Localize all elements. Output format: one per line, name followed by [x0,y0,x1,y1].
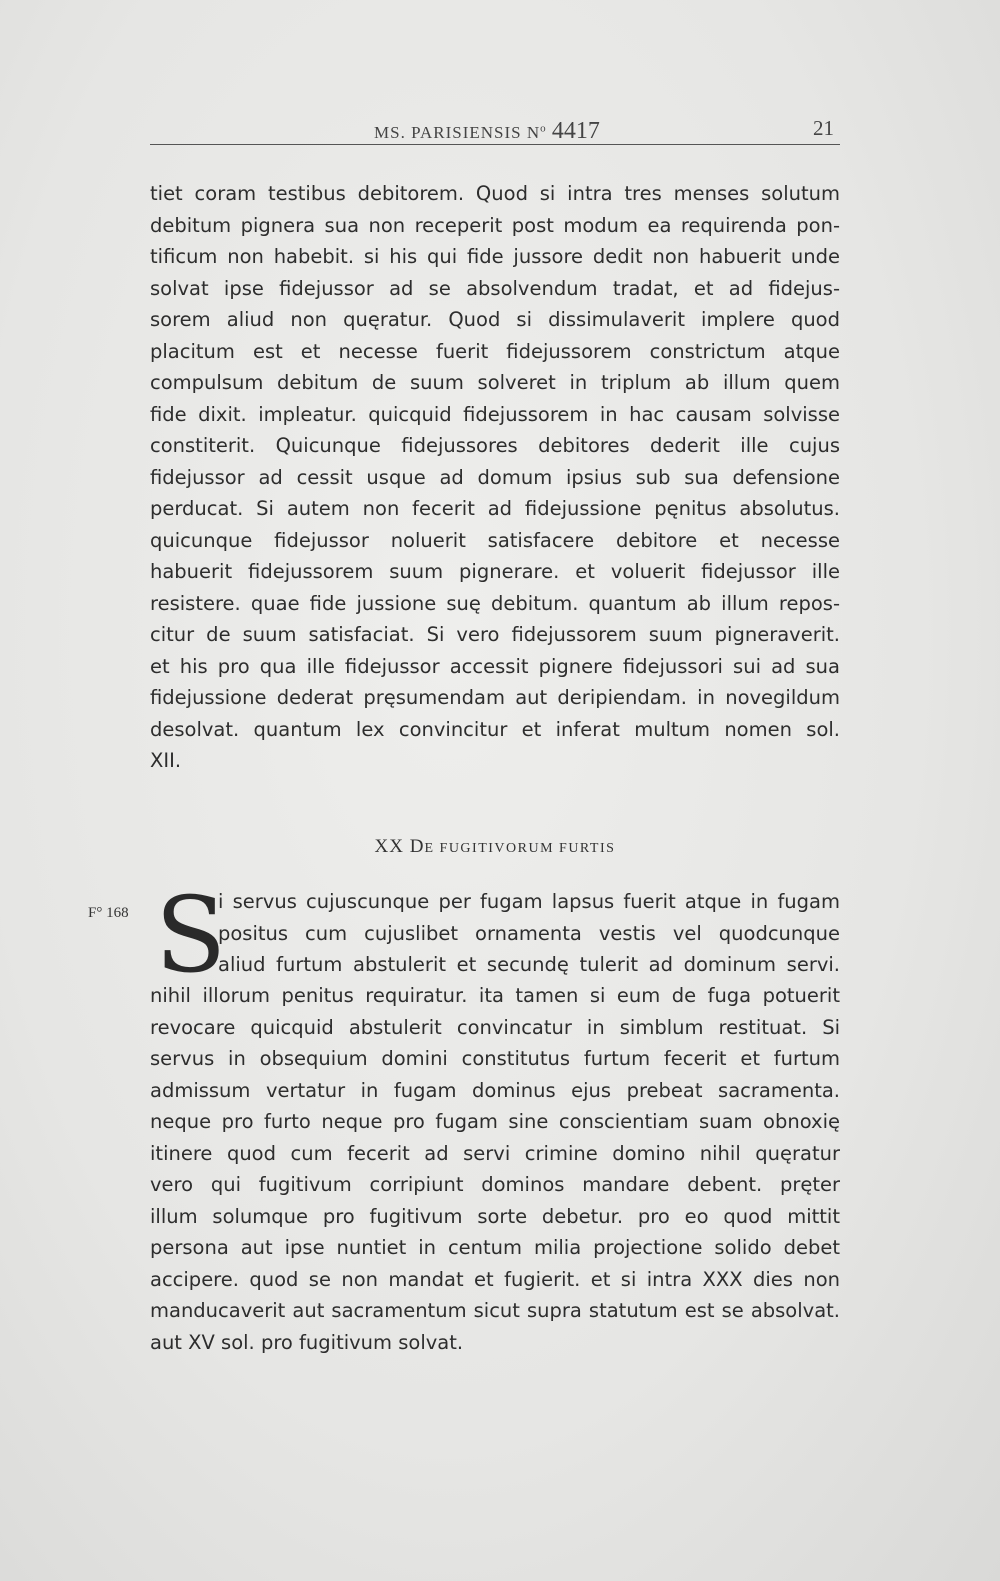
text-line: admissum vertatur in fugam dominus ejus prebeat sacramenta. [150,1078,840,1102]
section-heading [150,836,840,858]
heading-initial: D [409,836,425,857]
text-line: i servus cujuscunque per fugam lapsus fuerit atque in fugam [218,890,840,913]
text-line: sorem aliud non quęratur. Quod si dissimulaverit implere quod [150,308,840,331]
text-line: persona aut ipse nuntiet in centum milia projectione solido debet [150,1236,840,1259]
text-line: constiterit. Quicunque fidejussores debitores dederit ille cujus [150,434,840,457]
text-line: aliud furtum abstulerit et secundę tulerit ad dominum servi. [218,953,840,976]
text-line: citur de suum satisfaciat. Si vero fidejussorem suum pigneraverit. [150,623,840,646]
text-line: nihil illorum penitus requiratur. ita tamen si eum de fuga potuerit [150,984,840,1007]
paragraph-2-indented [218,886,840,981]
text-line: perducat. Si autem non fecerit ad fidejussione pęnitus absolutus. [150,497,840,520]
text-line: habuerit fidejussorem suum pignerare. et voluerit fidejussor ille [150,560,840,583]
text-line: fidejussione dederat pręsumendam aut deripiendam. in novegildum [150,686,840,709]
text-line: fide dixit. impleatur. quicquid fidejussorem in hac causam solvisse [150,402,840,426]
text-line: solvat ipse fidejussor ad se absolvendum tradat, et ad fidejus- [150,276,840,300]
text-line: manducaverit aut sacramentum sicut supra statutum est se absolvat. [150,1299,840,1322]
drop-cap: S [155,874,227,996]
running-title: MS. PARISIENSIS $N^o$ 4417 [374,118,600,144]
text-line: vero qui fugitivum corripiunt dominos mandare debent. pręter [150,1173,840,1196]
text-line: quicunque fidejussor noluerit satisfacere debitore et necesse [150,528,840,552]
text-line: itinere quod cum fecerit ad servi crimine domino nihil quęratur [150,1141,840,1165]
text-line: placitum est et necesse fuerit fidejussorem constrictum atque [150,339,840,363]
text-line: et his pro qua ille fidejussor accessit pignere fidejussori sui ad sua [150,654,840,678]
text-line: servus in obsequium domini constitutus furtum fecerit et furtum [150,1047,840,1070]
text-line: neque pro furto neque pro fugam sine conscientiam suam obnoxię [150,1110,840,1133]
text-line: desolvat. quantum lex convincitur et inferat multum nomen sol. [150,717,840,741]
text-line: aut XV sol. pro fugitivum solvat. [150,1330,464,1354]
text-line: compulsum debitum de suum solveret in triplum ab illum quem [150,371,840,394]
text-line: resistere. quae fide jussione suę debitum. quantum ab illum repos- [150,591,840,615]
paragraph-2 [150,980,840,1358]
text-line: XII. [150,749,182,772]
paragraph-1 [150,178,840,777]
running-head [150,114,840,145]
text-line: tiet coram testibus debitorem. Quod si intra tres menses solutum [150,182,840,205]
text-line: fidejussor ad cessit usque ad domum ipsius sub sua defensione [150,465,840,489]
text-line: positus cum cujuslibet ornamenta vestis vel quodcunque [218,921,840,945]
page-number: 21 [813,116,834,140]
section-number: XX [374,836,404,857]
heading-rest: E FUGITIVORUM FURTIS [424,841,616,856]
text-line: tificum non habebit. si his qui fide jussore dedit non habuerit unde [150,245,840,268]
text-line: illum solumque pro fugitivum sorte debetur. pro eo quod mittit [150,1204,840,1228]
text-line: debitum pignera sua non receperit post modum ea requirenda pon- [150,213,840,237]
text-line: accipere. quod se non mandat et fugierit. et si intra XXX dies non [150,1267,840,1291]
folio-margin-note: F° 168 [88,905,129,921]
text-line: revocare quicquid abstulerit convincatur in simblum restituat. Si [150,1015,840,1039]
